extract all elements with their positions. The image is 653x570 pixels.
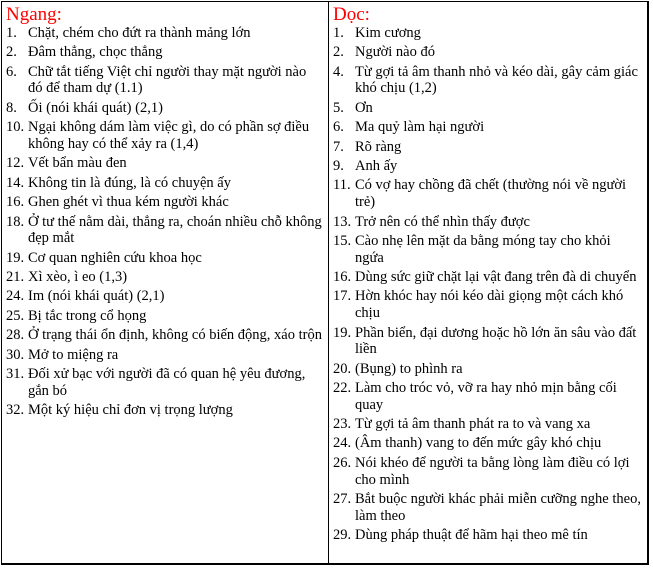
clue-number: 10. (6, 119, 25, 136)
clue-text: Có vợ hay chồng đã chết (thường nói về người trẻ) (355, 177, 627, 211)
clue-text: Làm cho tróc vỏ, vỡ ra hay nhỏ mịn bằng cối quay (355, 379, 617, 413)
clue-number: 6. (333, 119, 344, 136)
clue-number: 16. (6, 194, 25, 211)
across-clue (6, 175, 324, 192)
down-clue (333, 455, 643, 488)
across-clue (6, 288, 324, 305)
down-clue (333, 139, 643, 156)
down-clue (333, 435, 643, 452)
clue-number: 15. (333, 232, 352, 249)
clue-text: Chữ tắt tiếng Việt chỉ người thay mặt người nào đó để tham dự (1.1) (28, 63, 307, 97)
clue-text: Rõ ràng (355, 138, 402, 155)
clue-number: 2. (333, 44, 344, 61)
clue-text: Một ký hiệu chỉ đơn vị trọng lượng (28, 402, 233, 419)
across-clues-column (2, 2, 329, 563)
clue-text: (Âm thanh) vang to đến mức gây khó chịu (355, 435, 602, 452)
across-clue (6, 250, 324, 267)
down-clue (333, 527, 643, 544)
clue-text: Trở nên có thể nhìn thấy được (355, 213, 530, 230)
clue-number: 17. (333, 288, 352, 305)
across-clue (6, 214, 324, 247)
clue-text: Kim cương (355, 25, 421, 41)
clue-number: 9. (333, 158, 344, 175)
clue-number: 12. (6, 155, 25, 172)
clue-text: Từ gợi tả âm thanh nhỏ và kéo dài, gây cảm giác khó chịu (1,2) (355, 63, 638, 97)
down-clue (333, 100, 643, 117)
clue-number: 27. (333, 490, 352, 507)
down-clues-column (329, 2, 647, 563)
clue-text: Đối xử bạc với người đã có quan hệ yêu đương, gắn bó (28, 365, 306, 399)
clue-number: 28. (6, 327, 25, 344)
clue-text: Im (nói khái quát) (2,1) (28, 288, 165, 305)
clue-number: 5. (333, 99, 344, 116)
clue-text: Bị tắc trong cổ họng (28, 307, 147, 324)
down-clue (333, 269, 643, 286)
across-clue (6, 44, 324, 61)
across-clue (6, 155, 324, 172)
clue-number: 18. (6, 213, 25, 230)
clue-number: 11. (333, 177, 351, 194)
clue-number: 21. (6, 269, 25, 286)
across-clue (6, 366, 324, 399)
across-clue (6, 269, 324, 286)
clue-text: Ngại không dám làm việc gì, do có phần sợ điều không hay có thể xảy ra (1,4) (28, 119, 310, 152)
down-clue (333, 158, 643, 175)
clue-number: 6. (6, 63, 17, 80)
clue-number: 19. (333, 324, 352, 341)
down-clue (333, 361, 643, 378)
down-clue (333, 233, 643, 266)
across-clue (6, 64, 324, 97)
down-clue (333, 491, 643, 524)
across-clue (6, 347, 324, 364)
clue-number: 22. (333, 379, 352, 396)
clue-number: 25. (6, 307, 25, 324)
down-clue (333, 25, 643, 42)
clue-text: Cơ quan nghiên cứu khoa học (28, 249, 202, 266)
clue-number: 24. (6, 288, 25, 305)
clue-number: 29. (333, 527, 352, 544)
clue-text: Không tin là đúng, là có chuyện ấy (28, 174, 231, 191)
clue-text: Ơn (355, 99, 373, 116)
down-heading: Dọc: (333, 4, 370, 25)
down-clue (333, 214, 643, 231)
clue-number: 13. (333, 213, 352, 230)
clue-text: Dùng pháp thuật để hãm hại theo mê tín (355, 527, 588, 544)
clue-text: Ối (nói khái quát) (2,1) (28, 99, 163, 116)
clue-text: Mở to miệng ra (28, 346, 119, 363)
clue-number: 30. (6, 346, 25, 363)
across-clue (6, 402, 324, 419)
clue-text: Dùng sức giữ chặt lại vật đang trên đà di chuyển (355, 269, 637, 286)
clue-number: 14. (6, 174, 25, 191)
clue-text: Bắt buộc người khác phải miễn cưỡng nghe theo, làm theo (355, 490, 641, 524)
clue-text: Hờn khóc hay nói kéo dài giọng một cách khó chịu (355, 288, 624, 322)
down-clue (333, 44, 643, 61)
across-clue (6, 308, 324, 325)
down-clue (333, 64, 643, 97)
clue-text: Từ gợi tả âm thanh phát ra to và vang xa (355, 416, 591, 433)
clue-text: Ma quỷ làm hại người (355, 119, 485, 136)
clue-number: 32. (6, 402, 25, 419)
down-clue (333, 288, 643, 321)
clue-text: Nói khéo để người ta bằng lòng làm điều có lợi cho mình (355, 454, 630, 488)
clue-text: (Bụng) to phình ra (355, 360, 463, 377)
clue-text: Ghen ghét vì thua kém người khác (28, 194, 229, 211)
crossword-clues-table (1, 1, 649, 565)
clue-number: 8. (6, 99, 17, 116)
clue-number: 1. (333, 25, 344, 41)
clue-text: Chặt, chém cho đứt ra thành mảng lớn (28, 25, 251, 41)
clue-text: Anh ấy (355, 158, 398, 175)
clue-text: Xì xèo, ì eo (1,3) (28, 269, 128, 286)
across-clue (6, 194, 324, 211)
clue-text: Đâm thẳng, chọc thẳng (28, 44, 163, 61)
down-clue (333, 325, 643, 358)
down-clue (333, 380, 643, 413)
clue-number: 4. (333, 63, 344, 80)
clue-number: 31. (6, 365, 25, 382)
clue-text: Người nào đó (355, 44, 435, 61)
clue-text: Phần biển, đại dương hoặc hồ lớn ăn sâu vào đất liền (355, 324, 637, 358)
clue-number: 7. (333, 138, 344, 155)
clue-text: Ở tư thế nằm dài, thẳng ra, choán nhiều chỗ không đẹp mắt (28, 213, 322, 247)
clue-text: Cào nhẹ lên mặt da bằng móng tay cho khỏi ngứa (355, 232, 611, 266)
across-clue-list (6, 25, 324, 419)
clue-number: 23. (333, 416, 352, 433)
clue-text: Ở trạng thái ổn định, không có biến động, xáo trộn (28, 327, 322, 344)
across-clue (6, 327, 324, 344)
clue-number: 20. (333, 360, 352, 377)
across-clue (6, 100, 324, 117)
clue-number: 1. (6, 25, 17, 41)
clue-number: 19. (6, 249, 25, 266)
down-clue (333, 416, 643, 433)
clue-number: 24. (333, 435, 352, 452)
clue-number: 2. (6, 44, 17, 61)
down-clue-list (333, 25, 643, 544)
clue-number: 26. (333, 454, 352, 471)
across-heading: Ngang: (6, 4, 62, 25)
down-clue (333, 119, 643, 136)
clue-text: Vết bẩn màu đen (28, 155, 127, 172)
down-clue (333, 177, 643, 210)
across-clue (6, 119, 324, 152)
clue-number: 16. (333, 269, 352, 286)
across-clue (6, 25, 324, 42)
